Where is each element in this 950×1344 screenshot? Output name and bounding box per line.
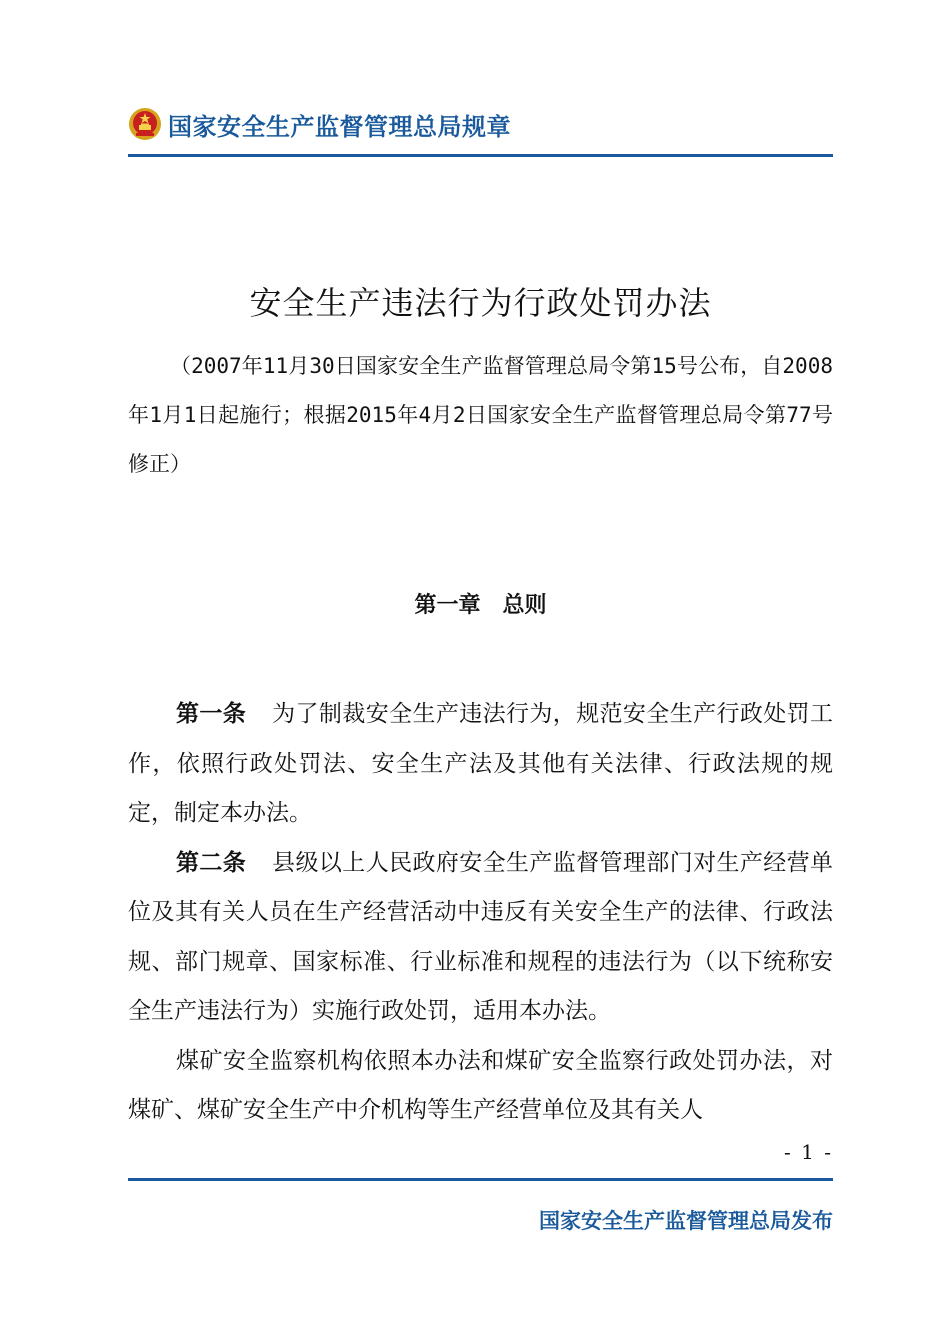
header-title: 国家安全生产监督管理总局规章 — [168, 112, 511, 141]
article-paragraph — [128, 690, 833, 839]
footer-publisher: 国家安全生产监督管理总局发布 — [539, 1209, 833, 1233]
chapter-heading: 第一章 总则 — [414, 593, 547, 618]
article-text: 县级以上人民政府安全生产监督管理部门对生产经营单位及其有关人员在生产经营活动中违反有关安全生产的法律、行政法规、部门规章、国家标准、行业标准和规程的违法行为（以下统称安全生产违法行为）实施行政处罚，适用本办法。 — [128, 849, 834, 1024]
header-divider — [128, 154, 833, 157]
article-text: 煤矿安全监察机构依照本办法和煤矿安全监察行政处罚办法，对煤矿、煤矿安全生产中介机构等生产经营单位及其有关人 — [128, 1047, 833, 1123]
document-subtitle: （2007年11月30日国家安全生产监督管理总局令第15号公布，自2008年1月1日起施行；根据2015年4月2日国家安全生产监督管理总局令第77号修正） — [128, 354, 833, 476]
article-paragraph — [128, 1037, 833, 1136]
page-number: - 1 - — [784, 1140, 833, 1164]
article-text: 为了制裁安全生产违法行为，规范安全生产行政处罚工作，依照行政处罚法、安全生产法及其他有关法律、行政法规的规定，制定本办法。 — [128, 701, 834, 826]
national-emblem-icon — [128, 107, 162, 141]
document-body — [128, 690, 833, 1136]
page-header — [128, 100, 511, 148]
article-number: 第二条 — [176, 849, 247, 876]
article-paragraph — [128, 839, 833, 1037]
footer-divider — [128, 1178, 833, 1181]
document-title: 安全生产违法行为行政处罚办法 — [249, 284, 712, 322]
article-number: 第一条 — [176, 701, 247, 727]
